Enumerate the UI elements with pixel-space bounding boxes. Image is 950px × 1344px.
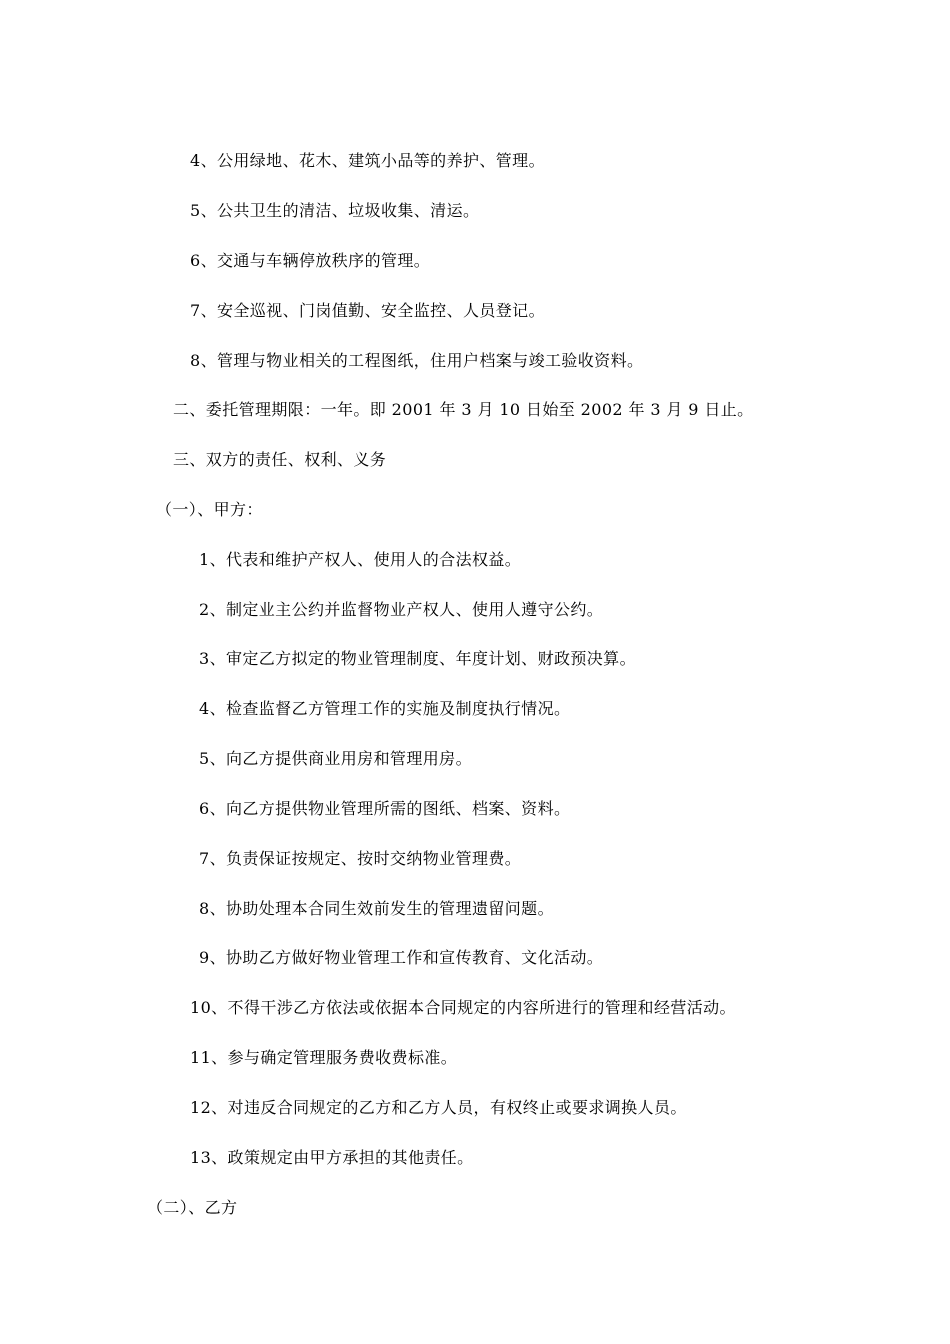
clause-item: 4、公用绿地、花木、建筑小品等的养护、管理。: [190, 151, 545, 170]
clause-item: 1、代表和维护产权人、使用人的合法权益。: [199, 550, 522, 569]
clause-item: 6、交通与车辆停放秩序的管理。: [190, 251, 431, 270]
clause-item: 5、公共卫生的清洁、垃圾收集、清运。: [190, 201, 480, 220]
clause-item: 7、安全巡视、门岗值勤、安全监控、人员登记。: [190, 301, 545, 320]
clause-item: 8、协助处理本合同生效前发生的管理遗留问题。: [199, 899, 554, 918]
section-heading: 二、委托管理期限：一年。即 2001 年 3 月 10 日始至 2002 年 3 月 9 日止。: [173, 400, 754, 419]
clause-item: 13、政策规定由甲方承担的其他责任。: [190, 1148, 474, 1167]
clause-item: 2、制定业主公约并监督物业产权人、使用人遵守公约。: [199, 600, 604, 619]
subsection-heading: （二）、乙方: [147, 1198, 238, 1217]
clause-item: 3、审定乙方拟定的物业管理制度、年度计划、财政预决算。: [199, 649, 636, 668]
section-heading: 三、双方的责任、权利、义务: [173, 450, 387, 469]
clause-item: 8、管理与物业相关的工程图纸，住用户档案与竣工验收资料。: [190, 351, 644, 370]
clause-item: 12、对违反合同规定的乙方和乙方人员，有权终止或要求调换人员。: [190, 1098, 687, 1117]
clause-item: 6、向乙方提供物业管理所需的图纸、档案、资料。: [199, 799, 571, 818]
clause-item: 5、向乙方提供商业用房和管理用房。: [199, 749, 472, 768]
clause-item: 10、不得干涉乙方依法或依据本合同规定的内容所进行的管理和经营活动。: [190, 998, 736, 1017]
clause-item: 7、负责保证按规定、按时交纳物业管理费。: [199, 849, 522, 868]
clause-item: 4、检查监督乙方管理工作的实施及制度执行情况。: [199, 699, 571, 718]
subsection-heading: （一）、甲方：: [156, 500, 263, 519]
clause-item: 9、协助乙方做好物业管理工作和宣传教育、文化活动。: [199, 948, 604, 967]
clause-item: 11、参与确定管理服务费收费标准。: [190, 1048, 458, 1067]
